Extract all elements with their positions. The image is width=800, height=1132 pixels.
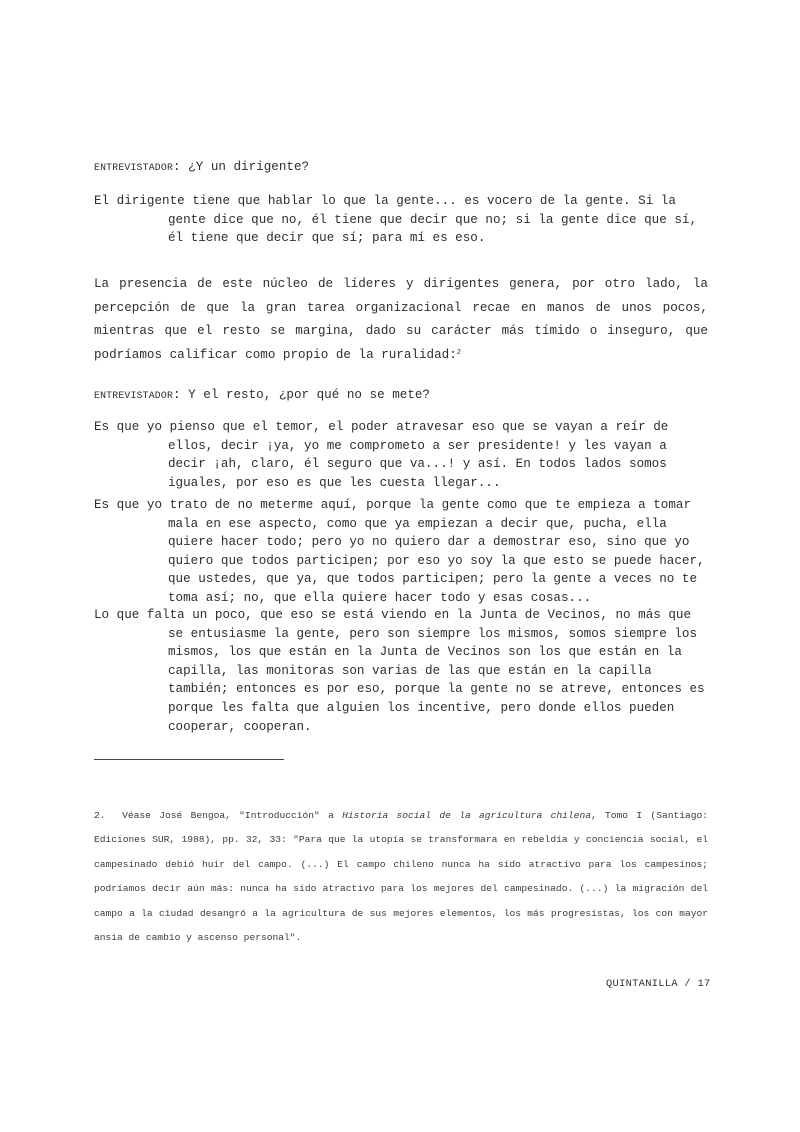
footnote-number: 2. [94,810,106,821]
question-text: ¿Y un dirigente? [180,160,310,174]
interview-answer-1: El dirigente tiene que hablar lo que la gente... es vocero de la gente. Si la gente dice que no, él tiene que decir que no; si la gente dice que sí, él tiene que decir que sí; para mí es eso. [94,194,698,246]
footnote-divider [94,759,284,760]
interview-question-2: ENTREVISTADOR: Y el resto, ¿por qué no se mete? [94,388,430,402]
speaker-label: ENTREVISTADOR [94,162,174,173]
speaker-label: ENTREVISTADOR [94,390,174,401]
page-number: QUINTANILLA / 17 [606,978,711,990]
book-title: Historia social de la agricultura chilena [342,810,591,821]
interview-answer-2: Es que yo pienso que el temor, el poder atravesar eso que se vayan a reír de ellos, decir ¡ya, yo me comprometo a ser presidente! y les vayan a decir ¡ah, claro, él seguro que va...! y así. En todos lados somos iguales, por eso es que les cuesta llegar... [94,420,669,490]
interview-answer-4: Lo que falta un poco, que eso se está viendo en la Junta de Vecinos, no más que se entusiasme la gente, pero son siempre los mismos, somos siempre los mismos, los que están en la Junta de Vecinos son los que están en la capilla, las monitoras son varias de las que están en la capilla también; entonces es por eso, porque la gente no se atreve, entonces es porque les falta que alguien los incentive, pero donde ellos pueden cooperar, cooperan. [94,608,705,734]
body-paragraph: La presencia de este núcleo de líderes y dirigentes genera, por otro lado, la percepción de que la gran tarea organizacional recae en manos de unos pocos, mientras que el resto se margina, dado su carácter más tímido o inseguro, que podríamos calificar como propio de la ruralidad:$^2$ [94,277,708,362]
footnote-ref: 2 [456,348,461,357]
interview-answer-3: Es que yo trato de no meterme aquí, porque la gente como que te empieza a tomar mala en ese aspecto, como que ya empiezan a decir que, pucha, ella quiere hacer todo; pero yo no quiero dar a demostrar eso, sino que yo quiero que todos participen; por eso yo soy la que esto se puede hacer, que ustedes, que ya, que todos participen; pero la gente a veces no te toma así; no, que ella quiere hacer todo y esas cosas... [94,498,705,605]
interview-question-1: ENTREVISTADOR: ¿Y un dirigente? [94,160,310,174]
question-text: Y el resto, ¿por qué no se mete? [180,388,430,402]
footnote: 2. Véase José Bengoa, "Introducción" a Historia social de la agricultura chilena, Tomo I (Santiago: Ediciones SUR, 1988), pp. 32, 33: "Para que la utopía se transformara en rebeldía y conciencia social, el campesinado debió huir del campo. (...) El campo chileno nunca ha sido atractivo para los campesinos; podríamos decir aún más: nunca ha sido atractivo para los mejores del campesinado. (...) la migración del campo a la ciudad desangró a la agricultura de sus mejores elementos, los más progresistas, los con mayor ansia de cambio y ascenso personal". [94,810,709,944]
